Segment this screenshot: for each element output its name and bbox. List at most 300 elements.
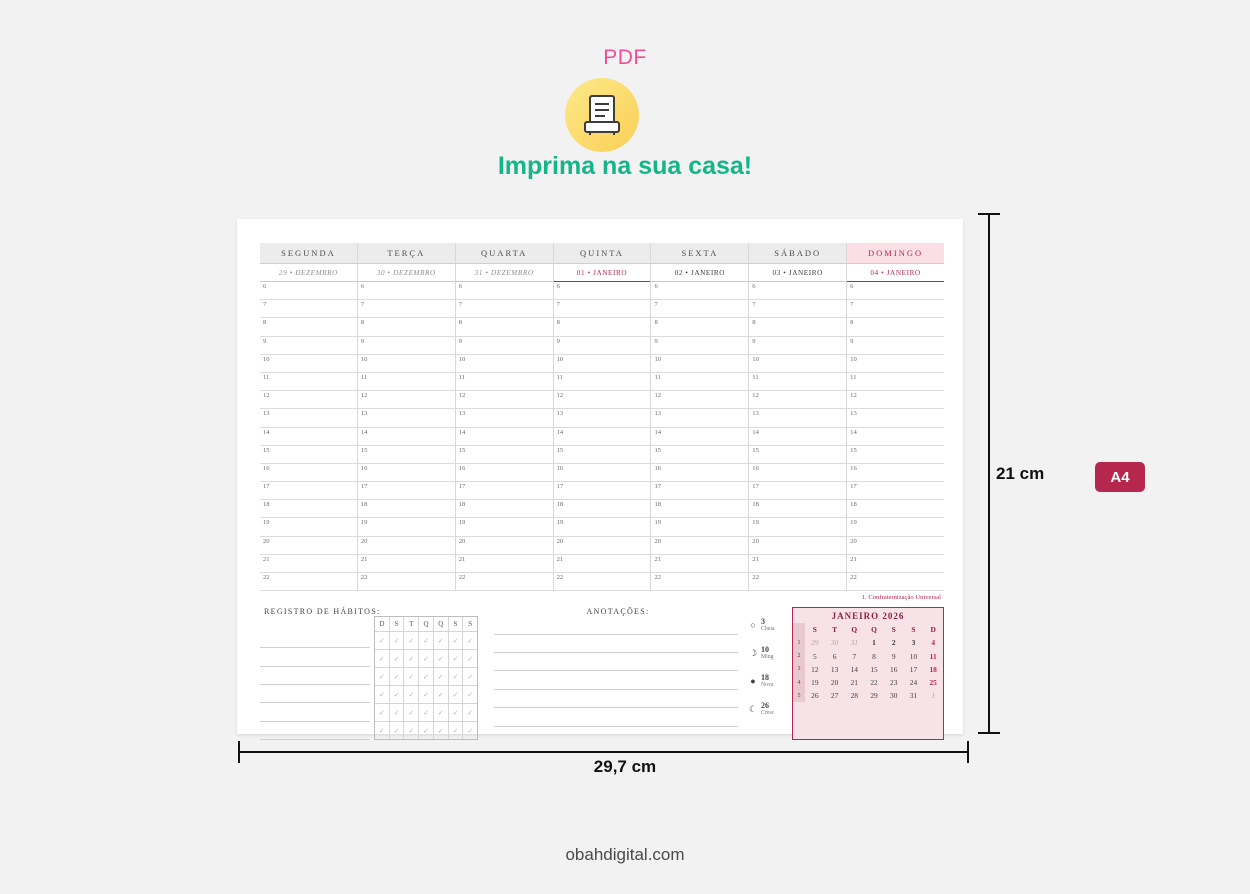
check-icon: ✓ — [437, 636, 444, 645]
habit-grid-row — [375, 722, 477, 739]
mini-calendar-day[interactable]: 22 — [870, 678, 878, 688]
hour-slot[interactable] — [260, 500, 357, 518]
hour-slot[interactable] — [358, 300, 455, 318]
hour-slot[interactable] — [358, 355, 455, 373]
check-icon: ✓ — [423, 654, 429, 663]
hour-slot[interactable] — [358, 318, 455, 336]
day-name: QUINTA — [554, 243, 651, 264]
hour-slot[interactable] — [847, 446, 944, 464]
hour-label: 20 — [263, 537, 270, 545]
habit-checkbox[interactable] — [390, 722, 405, 739]
habit-checkbox[interactable] — [434, 668, 449, 685]
check-icon: ✓ — [378, 636, 385, 645]
day-column-4 — [554, 243, 652, 591]
hour-label: 20 — [556, 537, 564, 545]
hour-slot[interactable] — [847, 318, 944, 336]
mini-calendar-weekday: S — [891, 625, 896, 635]
hour-slots[interactable] — [749, 282, 846, 591]
hour-label: 13 — [556, 410, 564, 418]
hour-slot[interactable] — [651, 373, 748, 391]
hour-slot[interactable] — [260, 482, 357, 500]
habit-checkbox[interactable] — [390, 668, 405, 685]
day-name: DOMINGO — [847, 243, 944, 264]
hour-label: 21 — [556, 555, 564, 563]
hour-slot[interactable] — [651, 355, 748, 373]
habit-checkbox[interactable] — [419, 650, 434, 667]
habit-checkbox[interactable] — [449, 704, 464, 721]
habit-checkbox[interactable] — [449, 686, 464, 703]
hour-slot[interactable] — [847, 537, 944, 555]
habit-line[interactable] — [260, 703, 370, 721]
hour-slot[interactable] — [847, 555, 944, 573]
habit-checkbox[interactable] — [463, 686, 477, 703]
mini-calendar-day[interactable]: 2 — [891, 638, 896, 648]
habit-checkbox[interactable] — [434, 650, 449, 667]
mini-calendar-day[interactable]: 27 — [830, 691, 839, 701]
mini-calendar-day[interactable]: 7 — [852, 651, 857, 661]
hour-label: 19 — [458, 519, 466, 527]
hour-slot[interactable] — [456, 500, 553, 518]
hour-slot[interactable] — [554, 537, 651, 555]
habit-weekday-header: Q — [434, 617, 449, 631]
hour-label: 12 — [263, 392, 270, 400]
mini-calendar-weekday: Q — [851, 625, 858, 635]
note-line[interactable] — [494, 671, 738, 689]
mini-calendar-day[interactable]: 14 — [850, 664, 858, 674]
mini-calendar-day[interactable]: 8 — [872, 651, 876, 661]
hour-slot[interactable] — [456, 446, 553, 464]
day-date: 03 • JANEIRO — [749, 264, 846, 282]
habit-line[interactable] — [260, 630, 370, 648]
habit-checkbox[interactable] — [463, 668, 477, 685]
hour-label: 16 — [360, 464, 368, 472]
hour-label: 9 — [263, 337, 267, 345]
mini-calendar-day[interactable]: 29 — [811, 638, 819, 648]
hour-slot[interactable] — [847, 391, 944, 409]
hour-slot[interactable] — [554, 318, 651, 336]
hour-slot[interactable] — [847, 300, 944, 318]
hour-slot[interactable] — [260, 282, 357, 300]
hour-slot[interactable] — [456, 391, 553, 409]
hour-slot[interactable] — [260, 446, 357, 464]
hour-slot[interactable] — [651, 337, 748, 355]
habit-name-lines — [260, 630, 370, 740]
check-icon: ✓ — [408, 726, 415, 735]
hour-label: 13 — [850, 410, 857, 418]
hour-slot[interactable] — [554, 282, 651, 300]
hour-slot[interactable] — [358, 373, 455, 391]
website-label: obahdigital.com — [565, 845, 685, 864]
habit-checkbox[interactable] — [419, 704, 434, 721]
hour-label: 20 — [458, 537, 466, 545]
hour-label: 18 — [263, 501, 270, 509]
habit-weekday-header: Q — [419, 617, 434, 631]
mini-calendar-day[interactable]: 10 — [909, 651, 918, 661]
mini-calendar-day[interactable]: 17 — [909, 664, 918, 674]
note-line[interactable] — [494, 708, 738, 726]
mini-calendar-week-row — [793, 676, 943, 689]
hour-slot[interactable] — [651, 446, 748, 464]
mini-calendar-day[interactable]: 30 — [830, 638, 839, 648]
hour-slot[interactable] — [456, 300, 553, 318]
hour-label: 14 — [850, 428, 857, 436]
mini-calendar-day[interactable]: 31 — [850, 638, 858, 648]
hour-slot[interactable] — [358, 518, 455, 536]
hour-slot[interactable] — [358, 537, 455, 555]
hour-slot[interactable] — [749, 300, 846, 318]
hour-slot[interactable] — [651, 300, 748, 318]
note-line[interactable] — [494, 635, 738, 653]
mini-calendar-day[interactable]: 12 — [811, 664, 819, 674]
mini-calendar-weekday: Q — [871, 625, 877, 635]
hour-label: 7 — [752, 301, 756, 309]
habit-checkbox[interactable] — [419, 686, 434, 703]
hour-slot[interactable] — [260, 391, 357, 409]
habit-line[interactable] — [260, 722, 370, 740]
hour-slot[interactable] — [358, 282, 455, 300]
hour-slot[interactable] — [847, 464, 944, 482]
hour-slot[interactable] — [847, 373, 944, 391]
hour-label: 21 — [360, 555, 368, 563]
habit-grid-row — [375, 704, 477, 722]
hour-slot[interactable] — [260, 409, 357, 427]
hour-slot[interactable] — [651, 573, 748, 591]
hour-label: 21 — [458, 555, 466, 563]
mini-calendar-day[interactable]: 20 — [830, 678, 839, 688]
day-date: 04 • JANEIRO — [847, 264, 944, 282]
hour-slot[interactable] — [554, 355, 651, 373]
hour-label: 14 — [458, 428, 466, 436]
habit-grid-header — [375, 617, 477, 632]
moon-phase-item — [748, 611, 792, 639]
hour-slot[interactable] — [749, 500, 846, 518]
hour-slots[interactable] — [260, 282, 357, 591]
hour-label: 11 — [752, 373, 759, 381]
hour-slot[interactable] — [554, 518, 651, 536]
hour-slot[interactable] — [260, 573, 357, 591]
mini-calendar-day[interactable]: 21 — [850, 678, 858, 688]
mini-calendar-day[interactable]: 9 — [891, 651, 896, 661]
hour-label: 10 — [360, 355, 368, 363]
habit-checkbox[interactable] — [404, 650, 419, 667]
habit-checkbox[interactable] — [404, 722, 419, 739]
hour-slot[interactable] — [749, 282, 846, 300]
hour-slot[interactable] — [749, 373, 846, 391]
hour-slot[interactable] — [749, 337, 846, 355]
hour-label: 7 — [654, 301, 658, 309]
hour-slot[interactable] — [456, 373, 553, 391]
hour-slot[interactable] — [554, 300, 651, 318]
hour-label: 6 — [752, 283, 756, 290]
hour-label: 22 — [263, 574, 270, 581]
check-icon: ✓ — [437, 708, 444, 717]
hour-label: 18 — [752, 501, 759, 509]
mini-calendar-day[interactable]: 1 — [931, 691, 936, 701]
hour-label: 22 — [556, 574, 564, 581]
mini-calendar-day[interactable]: 23 — [890, 678, 898, 688]
hour-slot[interactable] — [260, 518, 357, 536]
week-columns — [260, 243, 944, 591]
habit-weekday-header: S — [390, 617, 405, 631]
document-icon — [565, 78, 639, 152]
hour-label: 8 — [850, 319, 854, 327]
hour-slot[interactable] — [456, 355, 553, 373]
hour-slot[interactable] — [358, 464, 455, 482]
mini-calendar-day[interactable]: 11 — [929, 651, 937, 661]
hour-slot[interactable] — [651, 464, 748, 482]
habit-checkbox[interactable] — [434, 704, 449, 721]
hour-slot[interactable] — [749, 355, 846, 373]
hour-label: 11 — [556, 373, 563, 381]
hour-label: 12 — [360, 392, 368, 400]
moon-icon: ☽ — [748, 647, 758, 658]
hour-slot[interactable] — [847, 428, 944, 446]
hour-slot[interactable] — [554, 482, 651, 500]
habit-checkbox[interactable] — [375, 650, 390, 667]
hour-slot[interactable] — [651, 482, 748, 500]
mini-calendar-day[interactable]: 30 — [890, 691, 898, 701]
habit-checkbox[interactable] — [419, 632, 434, 649]
habit-checkbox[interactable] — [375, 668, 390, 685]
hour-slot[interactable] — [651, 537, 748, 555]
week-number: 3 — [793, 663, 805, 676]
check-icon: ✓ — [423, 726, 429, 735]
hour-slot[interactable] — [651, 500, 748, 518]
hour-slot[interactable] — [847, 573, 944, 591]
habit-checkbox[interactable] — [434, 686, 449, 703]
hour-label: 13 — [458, 410, 466, 418]
hour-slot[interactable] — [554, 573, 651, 591]
hour-slot[interactable] — [358, 555, 455, 573]
check-icon: ✓ — [378, 654, 385, 663]
habit-checkbox[interactable] — [375, 722, 390, 739]
hour-slot[interactable] — [554, 446, 651, 464]
hour-slot[interactable] — [456, 518, 553, 536]
habit-checkbox[interactable] — [449, 668, 464, 685]
hour-slot[interactable] — [651, 518, 748, 536]
hour-slot[interactable] — [749, 464, 846, 482]
habit-checkbox[interactable] — [419, 722, 434, 739]
hour-slot[interactable] — [651, 282, 748, 300]
hour-slot[interactable] — [847, 337, 944, 355]
habit-checkbox[interactable] — [390, 704, 405, 721]
hour-slot[interactable] — [456, 282, 553, 300]
hour-slot[interactable] — [749, 518, 846, 536]
check-icon: ✓ — [452, 690, 459, 699]
mini-calendar-day[interactable]: 25 — [929, 678, 937, 688]
check-icon: ✓ — [437, 690, 444, 699]
mini-calendar-day[interactable]: 6 — [832, 651, 837, 661]
hour-slot[interactable] — [456, 482, 553, 500]
habit-checkbox[interactable] — [404, 632, 419, 649]
hour-slot[interactable] — [554, 409, 651, 427]
hour-slot[interactable] — [554, 464, 651, 482]
hour-slot[interactable] — [358, 428, 455, 446]
hour-slot[interactable] — [260, 428, 357, 446]
habit-grid-row — [375, 686, 477, 704]
habit-checkbox[interactable] — [434, 632, 449, 649]
hour-slot[interactable] — [358, 500, 455, 518]
hour-label: 19 — [360, 519, 368, 527]
hour-slot[interactable] — [260, 373, 357, 391]
mini-calendar-day[interactable]: 1 — [872, 638, 876, 648]
mini-calendar-day[interactable]: 18 — [929, 664, 937, 674]
habit-checkbox[interactable] — [419, 668, 434, 685]
mini-calendar-day[interactable]: 29 — [870, 691, 878, 701]
check-icon: ✓ — [437, 726, 444, 735]
habit-line[interactable] — [260, 648, 370, 666]
hour-slot[interactable] — [456, 428, 553, 446]
note-line[interactable] — [494, 653, 738, 671]
hour-slot[interactable] — [651, 318, 748, 336]
hour-slot[interactable] — [456, 573, 553, 591]
habit-checkbox[interactable] — [463, 632, 477, 649]
hour-slot[interactable] — [651, 391, 748, 409]
mini-calendar-weekday: S — [812, 625, 817, 635]
hour-slot[interactable] — [749, 555, 846, 573]
habit-line[interactable] — [260, 685, 370, 703]
mini-calendar-day[interactable]: 31 — [909, 691, 918, 701]
hour-slot[interactable] — [749, 428, 846, 446]
hour-slot[interactable] — [456, 337, 553, 355]
habit-checkbox[interactable] — [463, 704, 477, 721]
hour-slot[interactable] — [456, 537, 553, 555]
hour-slot[interactable] — [554, 373, 651, 391]
habit-checkbox[interactable] — [404, 668, 419, 685]
hour-label: 17 — [850, 483, 857, 491]
habit-checkbox[interactable] — [404, 686, 419, 703]
hour-slot[interactable] — [847, 409, 944, 427]
hour-slot[interactable] — [456, 555, 553, 573]
hour-slot[interactable] — [260, 318, 357, 336]
hour-slot[interactable] — [847, 282, 944, 300]
hour-slot[interactable] — [456, 409, 553, 427]
mini-calendar-day[interactable]: 26 — [811, 691, 819, 701]
habit-line[interactable] — [260, 667, 370, 685]
hour-slot[interactable] — [358, 482, 455, 500]
habit-checkbox[interactable] — [375, 704, 390, 721]
notes-lines[interactable] — [494, 616, 738, 726]
moon-phase-text — [761, 702, 774, 716]
hour-slot[interactable] — [749, 446, 846, 464]
moon-day: 10 — [761, 645, 769, 655]
habit-checkbox[interactable] — [375, 632, 390, 649]
hour-slot[interactable] — [358, 409, 455, 427]
hour-slot[interactable] — [358, 337, 455, 355]
habit-checkbox[interactable] — [449, 650, 464, 667]
hour-slot[interactable] — [358, 446, 455, 464]
mini-calendar-day[interactable]: 28 — [850, 691, 858, 701]
hour-slots[interactable] — [651, 282, 748, 591]
mini-calendar-day[interactable]: 16 — [890, 664, 898, 674]
hour-slot[interactable] — [651, 409, 748, 427]
check-icon: ✓ — [423, 708, 429, 717]
check-icon: ✓ — [408, 708, 415, 717]
hour-slot[interactable] — [847, 518, 944, 536]
hour-slot[interactable] — [749, 391, 846, 409]
hour-slot[interactable] — [456, 464, 553, 482]
mini-calendar-day[interactable]: 15 — [870, 664, 878, 674]
mini-calendar-day[interactable]: 3 — [911, 638, 916, 648]
habit-checkbox[interactable] — [404, 704, 419, 721]
mini-calendar-header-row — [793, 623, 943, 636]
mini-calendar-weekday: T — [832, 625, 838, 635]
hour-slot[interactable] — [554, 500, 651, 518]
habit-checkbox[interactable] — [434, 722, 449, 739]
habit-checkbox[interactable] — [463, 722, 477, 739]
mini-calendar-body — [793, 623, 943, 702]
hour-slot[interactable] — [260, 537, 357, 555]
hour-slot[interactable] — [847, 482, 944, 500]
day-column-7 — [847, 243, 944, 591]
habit-checkbox[interactable] — [390, 686, 405, 703]
hour-slot[interactable] — [749, 318, 846, 336]
hour-slots[interactable] — [554, 282, 651, 591]
hour-slot[interactable] — [260, 355, 357, 373]
mini-calendar-day[interactable]: 13 — [830, 664, 839, 674]
check-icon: ✓ — [467, 708, 474, 717]
hour-slot[interactable] — [260, 337, 357, 355]
mini-calendar-day[interactable]: 4 — [931, 638, 936, 648]
check-icon: ✓ — [467, 636, 474, 645]
hour-slot[interactable] — [456, 318, 553, 336]
habit-grid-row — [375, 668, 477, 686]
mini-calendar-day[interactable]: 5 — [813, 651, 817, 661]
moon-day: 3 — [761, 617, 765, 627]
hour-label: 17 — [360, 483, 368, 491]
hour-label: 10 — [850, 355, 857, 363]
check-icon: ✓ — [467, 654, 474, 663]
habit-checkbox[interactable] — [449, 632, 464, 649]
hour-slot[interactable] — [749, 537, 846, 555]
hour-slots[interactable] — [456, 282, 553, 591]
moon-icon: ● — [750, 676, 756, 687]
hour-slot[interactable] — [651, 428, 748, 446]
note-line[interactable] — [494, 616, 738, 634]
note-line[interactable] — [494, 690, 738, 708]
check-icon: ✓ — [378, 672, 385, 681]
hour-slot[interactable] — [749, 573, 846, 591]
hour-slot[interactable] — [651, 555, 748, 573]
pdf-label: PDF — [603, 46, 647, 69]
hour-slot[interactable] — [554, 391, 651, 409]
hour-slot[interactable] — [358, 573, 455, 591]
hour-slot[interactable] — [554, 428, 651, 446]
mini-calendar-day[interactable]: 24 — [909, 678, 918, 688]
habit-checkbox[interactable] — [449, 722, 464, 739]
hour-slot[interactable] — [847, 500, 944, 518]
habit-checkbox[interactable] — [390, 650, 405, 667]
hour-slot[interactable] — [554, 555, 651, 573]
hour-slots[interactable] — [358, 282, 455, 591]
hour-label: 14 — [263, 428, 270, 436]
hour-slot[interactable] — [847, 355, 944, 373]
hour-slot[interactable] — [749, 409, 846, 427]
habit-checkbox[interactable] — [390, 632, 405, 649]
hour-slot[interactable] — [554, 337, 651, 355]
hour-label: 15 — [654, 446, 662, 454]
habit-checkbox[interactable] — [375, 686, 390, 703]
hour-slot[interactable] — [260, 300, 357, 318]
mini-calendar-day[interactable]: 19 — [811, 678, 819, 688]
hour-slot[interactable] — [358, 391, 455, 409]
hour-slots[interactable] — [847, 282, 944, 591]
hour-slot[interactable] — [749, 482, 846, 500]
habit-checkbox[interactable] — [463, 650, 477, 667]
hour-label: 17 — [556, 483, 564, 491]
hour-slot[interactable] — [260, 464, 357, 482]
hour-slot[interactable] — [260, 555, 357, 573]
